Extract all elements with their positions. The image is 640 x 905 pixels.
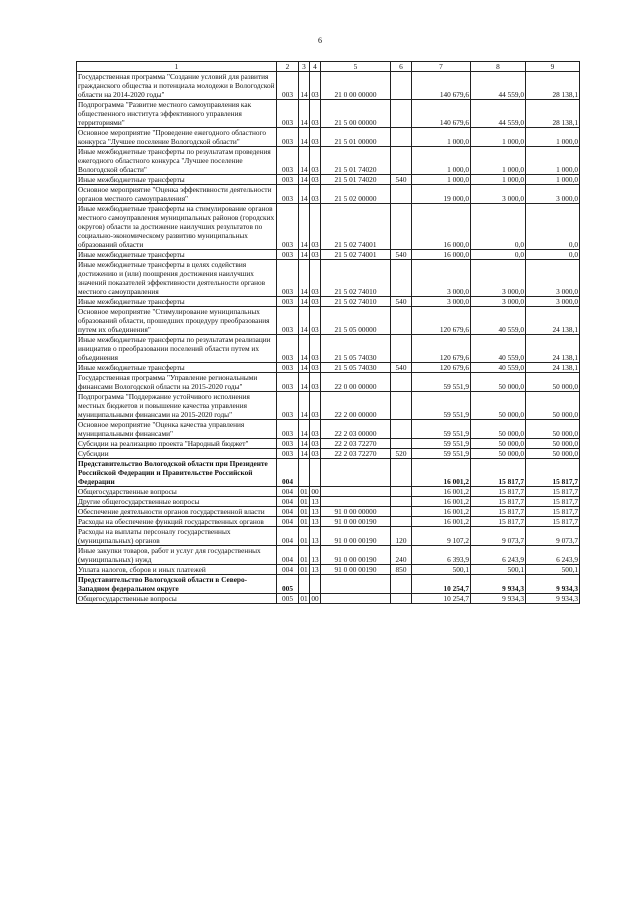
target-article-cell: 21 5 05 74030 — [321, 363, 391, 373]
amount-2020-cell: 3 000,0 — [526, 297, 580, 307]
amount-2018-cell: 1 000,0 — [412, 147, 471, 175]
expense-type-cell — [391, 100, 412, 128]
subsection-part-cell — [310, 459, 321, 487]
amount-2019-cell: 500,1 — [471, 565, 526, 575]
section-code-cell: 003 — [277, 72, 299, 100]
amount-2020-cell: 1 000,0 — [526, 128, 580, 147]
row-name-cell: Общегосударственные вопросы — [77, 487, 277, 497]
column-header: 5 — [321, 62, 391, 72]
amount-2020-cell: 1 000,0 — [526, 175, 580, 185]
expense-type-cell — [391, 128, 412, 147]
amount-2018-cell: 120 679,6 — [412, 335, 471, 363]
amount-2018-cell: 1 000,0 — [412, 175, 471, 185]
column-header: 7 — [412, 62, 471, 72]
target-article-cell: 21 5 00 00000 — [321, 100, 391, 128]
amount-2018-cell: 1 000,0 — [412, 128, 471, 147]
amount-2018-cell: 120 679,6 — [412, 307, 471, 335]
row-name-cell: Иные межбюджетные трансферты в целях содействия достижению и (или) поощрения достижения наилучших значений показателей эффективности деятельности органов местного самоуправления — [77, 260, 277, 297]
subsection-part-cell: 13 — [311, 507, 319, 516]
table-row — [77, 72, 580, 100]
section-code-cell: 004 — [277, 517, 299, 527]
amount-2019-cell: 50 000,0 — [471, 373, 526, 392]
subsection-part-cell: 03 — [311, 363, 319, 372]
amount-2018-cell: 9 107,2 — [412, 527, 471, 546]
expense-type-cell — [391, 487, 412, 497]
expense-type-cell: 850 — [391, 565, 412, 575]
subsection-cell: 01 — [300, 594, 308, 603]
subsection-cell: 14 — [299, 420, 310, 439]
subsection-cell: 01 — [299, 546, 310, 565]
amount-2019-cell: 9 073,7 — [471, 527, 526, 546]
row-name-cell: Обеспечение деятельности органов государственной власти — [77, 507, 277, 517]
target-article-cell: 91 0 00 00190 — [321, 546, 391, 565]
amount-2020-cell: 15 817,7 — [526, 497, 580, 507]
target-article-cell: 91 0 00 00000 — [321, 507, 391, 517]
section-code-cell: 004 — [277, 507, 299, 517]
table-row — [77, 527, 580, 546]
target-article-cell: 21 5 05 74030 — [321, 335, 391, 363]
amount-2018-cell: 59 551,9 — [412, 392, 471, 420]
amount-2018-cell: 16 000,0 — [412, 250, 471, 260]
subsection-cell — [299, 575, 310, 594]
target-article-cell: 21 0 00 00000 — [321, 72, 391, 100]
amount-2020-cell: 15 817,7 — [526, 517, 580, 527]
row-name-cell: Основное мероприятие "Оценка качества управления муниципальными финансами" — [77, 420, 277, 439]
row-name-cell: Представительство Вологодской области в Северо-Западном федеральном округе — [77, 575, 277, 594]
amount-2020-cell: 50 000,0 — [526, 420, 580, 439]
amount-2019-cell: 15 817,7 — [471, 517, 526, 527]
row-name-cell: Основное мероприятие "Стимулирование муниципальных образований области, прошедших процедуру преобразования путем их объединения" — [77, 307, 277, 335]
subsection-cell: 14 — [299, 392, 310, 420]
page-number: 6 — [318, 36, 322, 45]
subsection-part-cell: 03 — [310, 307, 321, 335]
table-row — [77, 250, 580, 260]
table-row — [77, 297, 580, 307]
target-article-cell: 21 5 01 74020 — [321, 147, 391, 175]
amount-2018-cell: 16 001,2 — [412, 487, 471, 497]
section-code-cell: 003 — [277, 439, 299, 449]
amount-2020-cell: 6 243,9 — [526, 546, 580, 565]
row-name-cell: Подпрограмма "Развитие местного самоуправления как общественного института эффективного управления территориями" — [77, 100, 277, 128]
amount-2020-cell: 0,0 — [526, 250, 580, 260]
amount-2018-cell: 120 679,6 — [412, 363, 471, 373]
amount-2018-cell: 3 000,0 — [412, 260, 471, 297]
section-code-cell: 005 — [277, 594, 299, 604]
amount-2020-cell: 24 138,1 — [526, 335, 580, 363]
table-row — [77, 439, 580, 449]
expense-type-cell — [391, 517, 412, 527]
target-article-cell: 22 2 03 00000 — [321, 420, 391, 439]
subsection-part-cell: 03 — [310, 204, 321, 250]
row-name-cell: Иные межбюджетные трансферты — [77, 175, 277, 185]
amount-2018-cell: 59 551,9 — [412, 373, 471, 392]
subsection-cell: 14 — [300, 439, 308, 448]
section-code-cell: 003 — [277, 392, 299, 420]
expense-type-cell — [391, 594, 412, 604]
row-name-cell: Уплата налогов, сборов и иных платежей — [77, 565, 277, 575]
subsection-part-cell: 00 — [311, 594, 319, 603]
subsection-part-cell: 03 — [310, 128, 321, 147]
amount-2020-cell: 9 934,3 — [526, 575, 580, 594]
section-code-cell: 003 — [277, 128, 299, 147]
section-code-cell: 003 — [277, 420, 299, 439]
section-code-cell: 004 — [277, 497, 299, 507]
amount-2020-cell: 24 138,1 — [526, 363, 580, 373]
amount-2019-cell: 44 559,0 — [471, 100, 526, 128]
amount-2020-cell: 15 817,7 — [526, 487, 580, 497]
subsection-part-cell: 03 — [310, 392, 321, 420]
row-name-cell: Расходы на обеспечение функций государственных органов — [77, 517, 277, 527]
table-row — [77, 507, 580, 517]
amount-2019-cell: 9 934,3 — [471, 575, 526, 594]
target-article-cell — [321, 575, 391, 594]
expense-type-cell: 240 — [391, 546, 412, 565]
amount-2019-cell: 15 817,7 — [471, 497, 526, 507]
expense-type-cell: 540 — [391, 250, 412, 260]
amount-2018-cell: 140 679,6 — [412, 72, 471, 100]
amount-2020-cell: 9 073,7 — [526, 527, 580, 546]
target-article-cell: 91 0 00 00190 — [321, 527, 391, 546]
amount-2019-cell: 50 000,0 — [471, 420, 526, 439]
table-row — [77, 497, 580, 507]
expense-type-cell — [391, 459, 412, 487]
subsection-part-cell: 03 — [310, 185, 321, 204]
amount-2018-cell: 3 000,0 — [412, 297, 471, 307]
subsection-part-cell: 00 — [311, 487, 319, 496]
target-article-cell: 21 5 02 74010 — [321, 260, 391, 297]
amount-2019-cell: 15 817,7 — [471, 507, 526, 517]
target-article-cell: 22 2 00 00000 — [321, 392, 391, 420]
target-article-cell: 22 2 03 72270 — [321, 449, 391, 459]
subsection-part-cell: 03 — [311, 439, 319, 448]
subsection-cell — [299, 459, 310, 487]
amount-2019-cell: 1 000,0 — [471, 128, 526, 147]
subsection-cell: 14 — [300, 297, 308, 306]
amount-2019-cell: 1 000,0 — [471, 147, 526, 175]
subsection-part-cell: 13 — [311, 517, 319, 526]
row-name-cell: Основное мероприятие "Оценка эффективности деятельности органов местного самоуправления" — [77, 185, 277, 204]
table-row — [77, 517, 580, 527]
expense-type-cell — [391, 185, 412, 204]
amount-2019-cell: 50 000,0 — [471, 439, 526, 449]
subsection-cell: 01 — [300, 497, 308, 506]
subsection-part-cell: 03 — [310, 373, 321, 392]
amount-2020-cell: 50 000,0 — [526, 373, 580, 392]
expense-type-cell — [391, 497, 412, 507]
amount-2018-cell: 500,1 — [412, 565, 471, 575]
amount-2018-cell: 140 679,6 — [412, 100, 471, 128]
row-name-cell: Иные межбюджетные трансферты — [77, 297, 277, 307]
amount-2019-cell: 50 000,0 — [471, 449, 526, 459]
amount-2019-cell: 6 243,9 — [471, 546, 526, 565]
row-name-cell: Подпрограмма "Поддержание устойчивого исполнения местных бюджетов и повышение качества управления муниципальными финансами на 2015-2020 годы" — [77, 392, 277, 420]
target-article-cell: 21 5 01 00000 — [321, 128, 391, 147]
amount-2019-cell: 3 000,0 — [471, 185, 526, 204]
amount-2018-cell: 16 001,2 — [412, 517, 471, 527]
table-row — [77, 307, 580, 335]
subsection-part-cell: 03 — [310, 420, 321, 439]
section-code-cell: 004 — [277, 565, 299, 575]
row-name-cell: Представительство Вологодской области при Президенте Российской Федерации и Правительстве Российской Федерации — [77, 459, 277, 487]
amount-2019-cell: 1 000,0 — [471, 175, 526, 185]
row-name-cell: Государственная программа "Управление региональными финансами Вологодской области на 2015-2020 годы" — [77, 373, 277, 392]
subsection-cell: 14 — [299, 373, 310, 392]
subsection-part-cell: 03 — [310, 147, 321, 175]
subsection-cell: 14 — [299, 204, 310, 250]
table-row — [77, 459, 580, 487]
expense-type-cell — [391, 575, 412, 594]
row-name-cell: Иные закупки товаров, работ и услуг для государственных (муниципальных) нужд — [77, 546, 277, 565]
amount-2020-cell: 50 000,0 — [526, 449, 580, 459]
section-code-cell: 003 — [277, 373, 299, 392]
column-header: 3 — [299, 62, 310, 72]
section-code-cell: 004 — [277, 487, 299, 497]
column-number-row — [77, 62, 580, 72]
row-name-cell: Субсидии на реализацию проекта "Народный бюджет" — [77, 439, 277, 449]
amount-2018-cell: 16 001,2 — [412, 497, 471, 507]
amount-2020-cell: 500,1 — [526, 565, 580, 575]
target-article-cell: 22 0 00 00000 — [321, 373, 391, 392]
column-header: 2 — [277, 62, 299, 72]
amount-2019-cell: 3 000,0 — [471, 297, 526, 307]
subsection-cell: 14 — [299, 72, 310, 100]
expense-type-cell: 540 — [391, 363, 412, 373]
amount-2020-cell: 15 817,7 — [526, 507, 580, 517]
section-code-cell: 003 — [277, 363, 299, 373]
amount-2018-cell: 16 001,2 — [412, 459, 471, 487]
subsection-part-cell: 13 — [310, 527, 321, 546]
amount-2019-cell: 15 817,7 — [471, 487, 526, 497]
expense-type-cell — [391, 147, 412, 175]
amount-2018-cell: 10 254,7 — [412, 594, 471, 604]
section-code-cell: 003 — [277, 147, 299, 175]
table-row — [77, 260, 580, 297]
subsection-cell: 01 — [300, 487, 308, 496]
table-row — [77, 204, 580, 250]
table-row — [77, 594, 580, 604]
subsection-cell: 01 — [300, 565, 308, 574]
amount-2020-cell: 28 138,1 — [526, 100, 580, 128]
column-header: 9 — [526, 62, 580, 72]
table-row — [77, 363, 580, 373]
section-code-cell: 004 — [277, 527, 299, 546]
expense-type-cell — [391, 260, 412, 297]
table-row — [77, 420, 580, 439]
amount-2018-cell: 6 393,9 — [412, 546, 471, 565]
section-code-cell: 005 — [277, 575, 299, 594]
target-article-cell: 21 5 02 74001 — [321, 204, 391, 250]
section-code-cell: 003 — [277, 335, 299, 363]
expense-type-cell — [391, 307, 412, 335]
expense-type-cell: 120 — [391, 527, 412, 546]
section-code-cell: 003 — [277, 307, 299, 335]
column-header: 6 — [391, 62, 412, 72]
subsection-cell: 01 — [300, 507, 308, 516]
section-code-cell: 004 — [277, 546, 299, 565]
subsection-cell: 14 — [300, 175, 308, 184]
amount-2020-cell: 50 000,0 — [526, 439, 580, 449]
amount-2018-cell: 16 001,2 — [412, 507, 471, 517]
table-row — [77, 147, 580, 175]
section-code-cell: 003 — [277, 185, 299, 204]
table-row — [77, 175, 580, 185]
table-row — [77, 575, 580, 594]
subsection-part-cell: 13 — [311, 497, 319, 506]
subsection-cell: 01 — [300, 517, 308, 526]
table-row — [77, 373, 580, 392]
expense-type-cell — [391, 72, 412, 100]
row-name-cell: Иные межбюджетные трансферты — [77, 363, 277, 373]
subsection-part-cell: 13 — [310, 546, 321, 565]
table-row — [77, 100, 580, 128]
subsection-part-cell: 13 — [311, 565, 319, 574]
target-article-cell: 91 0 00 00190 — [321, 517, 391, 527]
section-code-cell: 004 — [277, 459, 299, 487]
subsection-part-cell: 03 — [310, 335, 321, 363]
subsection-cell: 14 — [299, 307, 310, 335]
target-article-cell: 21 5 01 74020 — [321, 175, 391, 185]
row-name-cell: Иные межбюджетные трансферты по результатам реализации инициатив о преобразовании поселений области путем их объединения — [77, 335, 277, 363]
row-name-cell: Общегосударственные вопросы — [77, 594, 277, 604]
target-article-cell: 21 5 05 00000 — [321, 307, 391, 335]
expense-type-cell — [391, 420, 412, 439]
amount-2019-cell: 40 559,0 — [471, 363, 526, 373]
subsection-cell: 01 — [299, 527, 310, 546]
amount-2020-cell: 15 817,7 — [526, 459, 580, 487]
target-article-cell — [321, 459, 391, 487]
target-article-cell — [321, 487, 391, 497]
amount-2020-cell: 28 138,1 — [526, 72, 580, 100]
table-row — [77, 546, 580, 565]
table-row — [77, 185, 580, 204]
subsection-cell: 14 — [300, 363, 308, 372]
expense-type-cell: 540 — [391, 175, 412, 185]
subsection-cell: 14 — [300, 250, 308, 259]
amount-2020-cell: 3 000,0 — [526, 260, 580, 297]
section-code-cell: 003 — [277, 100, 299, 128]
row-name-cell: Иные межбюджетные трансферты по результатам проведения ежегодного областного конкурса "Лучшее поселение Вологодской области" — [77, 147, 277, 175]
subsection-part-cell: 03 — [310, 100, 321, 128]
table-row — [77, 392, 580, 420]
column-header: 8 — [471, 62, 526, 72]
amount-2020-cell: 24 138,1 — [526, 307, 580, 335]
amount-2020-cell: 1 000,0 — [526, 147, 580, 175]
amount-2018-cell: 59 551,9 — [412, 449, 471, 459]
amount-2019-cell: 40 559,0 — [471, 307, 526, 335]
section-code-cell: 003 — [277, 175, 299, 185]
amount-2019-cell: 9 934,3 — [471, 594, 526, 604]
amount-2019-cell: 44 559,0 — [471, 72, 526, 100]
amount-2019-cell: 40 559,0 — [471, 335, 526, 363]
expense-type-cell — [391, 204, 412, 250]
expense-type-cell — [391, 335, 412, 363]
expense-type-cell — [391, 373, 412, 392]
amount-2019-cell: 15 817,7 — [471, 459, 526, 487]
subsection-cell: 14 — [299, 260, 310, 297]
subsection-cell: 14 — [299, 335, 310, 363]
target-article-cell: 21 5 02 74001 — [321, 250, 391, 260]
row-name-cell: Иные межбюджетные трансферты — [77, 250, 277, 260]
subsection-part-cell: 03 — [310, 72, 321, 100]
table-row — [77, 335, 580, 363]
expense-type-cell — [391, 507, 412, 517]
subsection-cell: 14 — [299, 147, 310, 175]
table-row — [77, 449, 580, 459]
amount-2020-cell: 50 000,0 — [526, 392, 580, 420]
amount-2020-cell: 0,0 — [526, 204, 580, 250]
amount-2018-cell: 10 254,7 — [412, 575, 471, 594]
subsection-part-cell: 03 — [311, 297, 319, 306]
budget-table — [76, 61, 580, 604]
subsection-part-cell: 03 — [311, 175, 319, 184]
subsection-cell: 14 — [300, 449, 308, 458]
amount-2019-cell: 3 000,0 — [471, 260, 526, 297]
target-article-cell: 21 5 02 00000 — [321, 185, 391, 204]
row-name-cell: Иные межбюджетные трансферты на стимулирование органов местного самоуправления муниципальных районов (городских округов) области за достижение наилучших результатов по социально-экономическому развитию муниципальных образований области — [77, 204, 277, 250]
expense-type-cell: 540 — [391, 297, 412, 307]
target-article-cell: 21 5 02 74010 — [321, 297, 391, 307]
column-header: 4 — [310, 62, 321, 72]
expense-type-cell — [391, 439, 412, 449]
subsection-cell: 14 — [299, 128, 310, 147]
amount-2020-cell: 9 934,3 — [526, 594, 580, 604]
row-name-cell: Основное мероприятие "Проведение ежегодного областного конкурса "Лучшее поселение Вологодской области" — [77, 128, 277, 147]
subsection-part-cell: 03 — [311, 449, 319, 458]
section-code-cell: 003 — [277, 204, 299, 250]
table-row — [77, 128, 580, 147]
row-name-cell: Государственная программа "Создание условий для развития гражданского общества и потенциала молодежи в Вологодской области на 2014-2020 годы" — [78, 72, 275, 99]
amount-2019-cell: 50 000,0 — [471, 392, 526, 420]
row-name-cell: Другие общегосударственные вопросы — [77, 497, 277, 507]
subsection-part-cell: 03 — [310, 260, 321, 297]
section-code-cell: 003 — [277, 260, 299, 297]
expense-type-cell: 520 — [391, 449, 412, 459]
row-name-cell: Расходы на выплаты персоналу государственных (муниципальных) органов — [77, 527, 277, 546]
amount-2019-cell: 0,0 — [471, 250, 526, 260]
target-article-cell — [321, 497, 391, 507]
row-name-cell: Субсидии — [77, 449, 277, 459]
target-article-cell: 91 0 00 00190 — [321, 565, 391, 575]
subsection-cell: 14 — [299, 100, 310, 128]
section-code-cell: 003 — [277, 250, 299, 260]
section-code-cell: 003 — [277, 449, 299, 459]
subsection-part-cell — [310, 575, 321, 594]
subsection-cell: 14 — [299, 185, 310, 204]
amount-2018-cell: 59 551,9 — [412, 439, 471, 449]
section-code-cell: 003 — [277, 297, 299, 307]
target-article-cell — [321, 594, 391, 604]
column-header: 1 — [77, 62, 277, 72]
amount-2018-cell: 19 000,0 — [412, 185, 471, 204]
table-row — [77, 565, 580, 575]
table-row — [77, 487, 580, 497]
amount-2018-cell: 16 000,0 — [412, 204, 471, 250]
amount-2019-cell: 0,0 — [471, 204, 526, 250]
expense-type-cell — [391, 392, 412, 420]
target-article-cell: 22 2 03 72270 — [321, 439, 391, 449]
subsection-part-cell: 03 — [311, 250, 319, 259]
amount-2020-cell: 3 000,0 — [526, 185, 580, 204]
amount-2018-cell: 59 551,9 — [412, 420, 471, 439]
